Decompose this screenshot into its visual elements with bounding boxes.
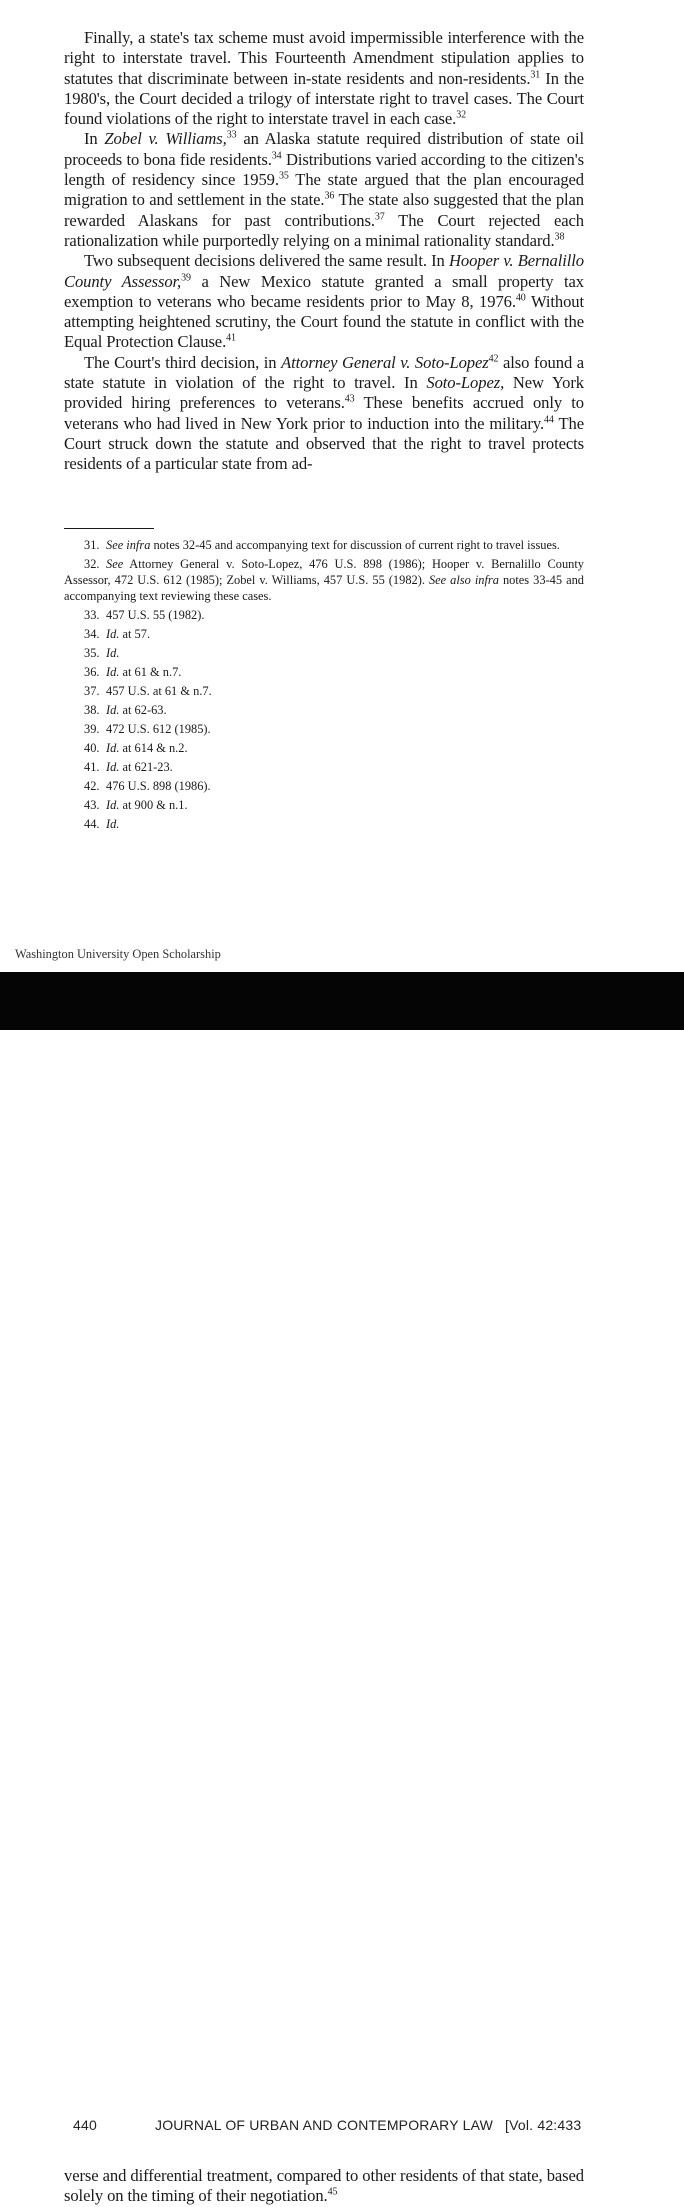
text-run: The state also suggested that the plan rewarded Alaskans for past contributions. (64, 190, 584, 230)
text-run: The Court struck down the statute and observed that the right to travel protects residents of a particular state from ad- (64, 413, 584, 474)
text-run: Distributions varied according to the citizen's length of residency since 1959. (64, 149, 585, 190)
footnote (64, 797, 584, 813)
footnote (64, 664, 584, 680)
italic-text: Id. (106, 741, 120, 755)
footnote-number: 39. (84, 722, 100, 736)
text-run: an Alaska statute required distribution of state oil proceeds to bona fide residents. (64, 129, 585, 169)
footnote (64, 721, 584, 737)
footnote (64, 816, 584, 832)
footnote-number: 33. (84, 608, 100, 622)
text-run: at 62-63. (119, 703, 167, 717)
continued-text (64, 2166, 584, 2207)
footnote-number: 32. (84, 557, 100, 571)
text-run: The Court's third decision, in (84, 352, 282, 372)
text-run: Attorney General v. Soto-Lopez, 476 U.S. 898 (1986); Hooper v. Bernalillo County Assessor, 472 U.S. 612 (1985); Zobel v. Williams, 457 U.S. 55 (1982). (64, 557, 584, 587)
text-run: In (84, 129, 105, 149)
page-break-bar (0, 972, 684, 1030)
italic-text: Id. (106, 817, 120, 831)
footnote-ref: 38 (554, 231, 565, 243)
footnote-ref: 40 (515, 292, 526, 304)
italic-text: Id. (106, 703, 120, 717)
text-run: The state argued that the plan encouraged migration to and settlement in the state. (64, 170, 584, 210)
italic-text: Soto-Lopez, (426, 373, 505, 393)
text-run: at 61 & n.7. (119, 665, 182, 679)
italic-text: Hooper v. Bernalillo County Assessor, (64, 251, 584, 291)
footnote-ref: 43 (344, 393, 355, 405)
footnote-number: 37. (84, 684, 100, 698)
footnote-ref: 44 (544, 414, 554, 426)
text-run: New York provided hiring preferences to veterans. (64, 373, 584, 413)
footnotes (64, 537, 584, 835)
journal-title: JOURNAL OF URBAN AND CONTEMPORARY LAW (155, 2117, 494, 2133)
footnote-ref: 32 (456, 109, 466, 121)
italic-text: Id. (106, 798, 120, 812)
footnote-ref: 45 (327, 2186, 338, 2198)
footnote (64, 759, 584, 775)
footnote-ref: 42 (488, 353, 499, 365)
footnote (64, 537, 584, 553)
text-run: 457 U.S. 55 (1982). (106, 608, 205, 622)
italic-text: Id. (106, 646, 120, 660)
footnote-ref: 39 (181, 272, 191, 284)
page-number: 440 (73, 2117, 97, 2133)
footnote (64, 740, 584, 756)
footnote-number: 34. (84, 627, 100, 641)
text-run: 476 U.S. 898 (1986). (106, 779, 211, 793)
footnote (64, 645, 584, 661)
footnote-number: 43. (84, 798, 100, 812)
italic-text: See also infra (428, 573, 499, 587)
text-run: Finally, a state's tax scheme must avoid impermissible interference with the right to interstate travel. This Fourteenth Amendment stipulation applies to statutes that discriminate between in-state residents and non-residents. (64, 28, 584, 88)
text-run: Without attempting heightened scrutiny, the Court found the statute in conflict with the Equal Protection Clause. (64, 291, 584, 352)
text-run: verse and differential treatment, compared to other residents of that state, based solely on the timing of their negotiation. (64, 2166, 584, 2206)
footnote-ref: 31 (530, 69, 541, 81)
footnote (64, 778, 584, 794)
page-top (0, 0, 684, 1000)
body-text (64, 28, 584, 475)
body-paragraph (64, 353, 584, 475)
italic-text: Id. (106, 627, 120, 641)
text-run: These benefits accrued only to veterans who had lived in New York prior to induction into the military. (64, 393, 584, 433)
italic-text: Zobel v. Williams, (104, 129, 227, 149)
text-run: at 621-23. (119, 760, 173, 774)
text-run: Two subsequent decisions delivered the same result. In (84, 251, 450, 271)
italic-text: Id. (106, 665, 120, 679)
footnote (64, 626, 584, 642)
text-run: notes 32-45 and accompanying text for discussion of current right to travel issues. (150, 538, 560, 552)
footnote-number: 31. (84, 538, 100, 552)
footnote-separator (64, 528, 154, 529)
text-run: The Court rejected each rationalization while purportedly relying on a minimal rationality standard. (64, 210, 585, 250)
body-paragraph (64, 28, 584, 129)
italic-text: See infra (106, 538, 151, 552)
continued-paragraph (64, 2166, 584, 2207)
text-run: at 57. (119, 627, 151, 641)
footnote (64, 556, 584, 604)
footnote-ref: 37 (374, 211, 385, 223)
footnote-ref: 34 (271, 150, 282, 162)
footnote-ref: 35 (278, 170, 289, 182)
footnote-ref: 36 (324, 190, 335, 202)
footnote-number: 36. (84, 665, 100, 679)
text-run: also found a state statute in violation of the right to travel. In (64, 352, 584, 393)
footnote-ref: 33 (226, 129, 237, 141)
footnote (64, 702, 584, 718)
text-run: 472 U.S. 612 (1985). (106, 722, 211, 736)
volume-reference: [Vol. 42:433 (505, 2117, 582, 2133)
footnote-number: 42. (84, 779, 100, 793)
footnote (64, 607, 584, 623)
text-run: a New Mexico statute granted a small property tax exemption to veterans who became residents prior to May 8, 1976. (64, 271, 584, 311)
footnote-number: 35. (84, 646, 100, 660)
text-run: 457 U.S. at 61 & n.7. (106, 684, 212, 698)
body-paragraph (64, 129, 584, 251)
footnote-number: 38. (84, 703, 100, 717)
footnote-number: 40. (84, 741, 100, 755)
footnote-number: 41. (84, 760, 100, 774)
footnote-ref: 41 (226, 332, 236, 344)
italic-text: See (106, 557, 124, 571)
text-run: at 614 & n.2. (119, 741, 188, 755)
source-footer: Washington University Open Scholarship (15, 947, 221, 961)
text-run: In the 1980's, the Court decided a trilogy of interstate right to travel cases. The Court found violations of the right to interstate travel in each case. (64, 68, 584, 129)
italic-text: Id. (106, 760, 120, 774)
footnote-number: 44. (84, 817, 100, 831)
italic-text: Attorney General v. Soto-Lopez (281, 352, 489, 372)
text-run: notes 33-45 and accompanying text reviewing these cases. (64, 573, 584, 603)
text-run: at 900 & n.1. (119, 798, 188, 812)
page-bottom (0, 1030, 684, 2206)
footnote (64, 683, 584, 699)
body-paragraph (64, 251, 584, 352)
